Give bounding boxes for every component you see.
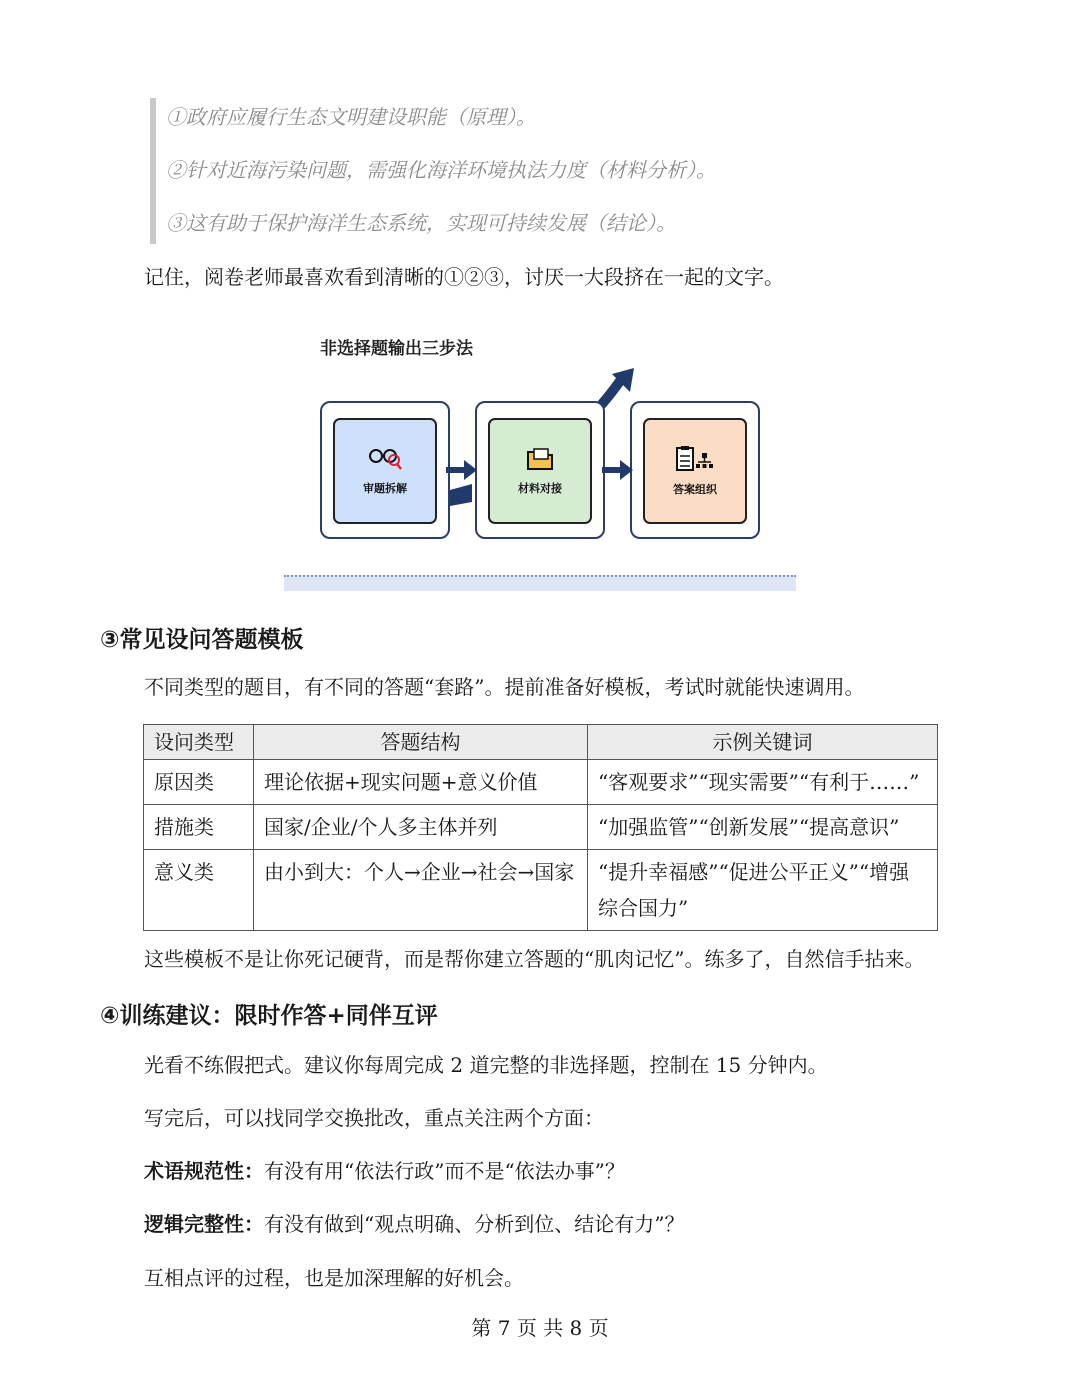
table-cell: “提升幸福感”“促进公平正义”“增强综合国力” — [588, 850, 938, 931]
quote-line-2: ②针对近海污染问题，需强化海洋环境执法力度（材料分析）。 — [166, 158, 716, 182]
section4-heading: ④训练建议：限时作答+同伴互评 — [100, 1003, 438, 1029]
template-table — [143, 724, 938, 931]
term-label: 术语规范性： — [144, 1159, 264, 1183]
table-cell: “客观要求”“现实需要”“有利于……” — [588, 760, 938, 805]
diagram-bottom-band — [284, 575, 796, 591]
step-label-1: 审题拆解 — [363, 482, 407, 495]
table-cell: 措施类 — [144, 805, 254, 850]
table-row — [144, 805, 938, 850]
connector-band — [450, 484, 472, 506]
quote-line-1: ①政府应履行生态文明建设职能（原理）。 — [166, 105, 536, 129]
table-row — [144, 850, 938, 931]
table-header-cell: 示例关键词 — [588, 725, 938, 760]
table-header-cell: 设问类型 — [144, 725, 254, 760]
step-card-1 — [333, 418, 437, 524]
section4-p3 — [144, 1155, 625, 1184]
logic-text: 有没有做到“观点明确、分析到位、结论有力”？ — [264, 1212, 685, 1236]
table-cell: 国家/企业/个人多主体并列 — [254, 805, 588, 850]
table-cell: 原因类 — [144, 760, 254, 805]
clipboard-org-chart-icon — [674, 445, 716, 473]
arrow-right-icon — [602, 458, 634, 482]
step-card-2 — [488, 418, 592, 524]
section3-intro: 不同类型的题目，有不同的答题“套路”。提前准备好模板，考试时就能快速调用。 — [144, 675, 865, 699]
term-text: 有没有用“依法行政”而不是“依法办事”？ — [264, 1159, 625, 1183]
intro-tip: 记住，阅卷老师最喜欢看到清晰的①②③，讨厌一大段挤在一起的文字。 — [144, 265, 784, 289]
table-cell: 理论依据+现实问题+意义价值 — [254, 760, 588, 805]
table-cell: “加强监管”“创新发展”“提高意识” — [588, 805, 938, 850]
table-cell: 由小到大：个人→企业→社会→国家 — [254, 850, 588, 931]
blockquote-bar — [150, 98, 156, 244]
section3-heading: ③常见设问答题模板 — [100, 627, 304, 653]
table-header-row — [144, 725, 938, 760]
section3-outro: 这些模板不是让你死记硬背，而是帮你建立答题的“肌肉记忆”。练多了，自然信手拈来。 — [144, 947, 925, 971]
section4-p5: 互相点评的过程，也是加深理解的好机会。 — [144, 1266, 524, 1290]
step-label-2: 材料对接 — [518, 482, 562, 495]
table-cell: 意义类 — [144, 850, 254, 931]
step-label-3: 答案组织 — [673, 483, 717, 496]
table-header-cell: 答题结构 — [254, 725, 588, 760]
rising-arrow-shaft — [602, 378, 622, 404]
step-card-3 — [643, 418, 747, 524]
section4-p4 — [144, 1208, 684, 1237]
glasses-magnifier-icon — [367, 446, 403, 472]
section4-p2: 写完后，可以找同学交换批改，重点关注两个方面： — [144, 1106, 604, 1130]
folder-icon — [525, 446, 555, 472]
page-footer: 第 7 页 共 8 页 — [471, 1316, 609, 1340]
logic-label: 逻辑完整性： — [144, 1212, 264, 1236]
quote-line-3: ③这有助于保护海洋生态系统，实现可持续发展（结论）。 — [166, 211, 676, 235]
table-row — [144, 760, 938, 805]
arrow-right-icon — [446, 458, 478, 482]
section4-p1: 光看不练假把式。建议你每周完成 2 道完整的非选择题，控制在 15 分钟内。 — [144, 1053, 828, 1077]
diagram-title: 非选择题输出三步法 — [320, 339, 473, 359]
